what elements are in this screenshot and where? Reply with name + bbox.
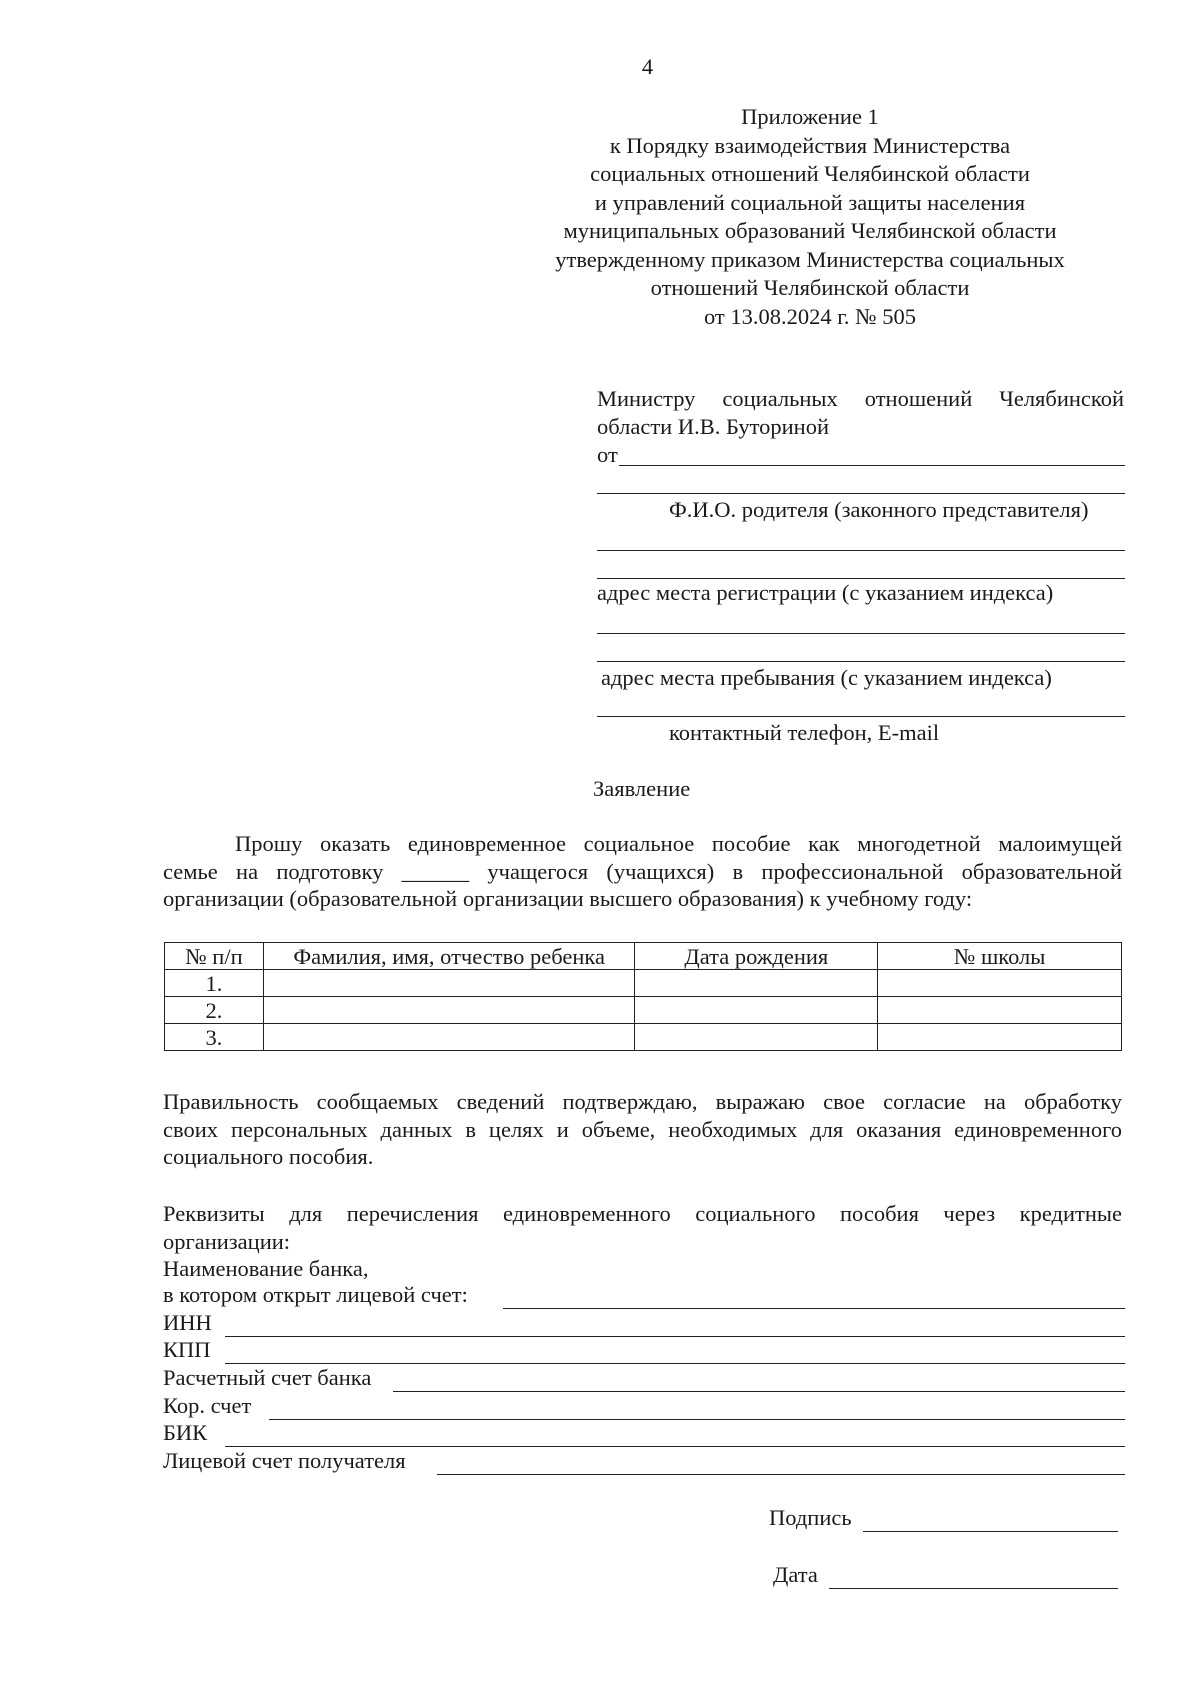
reg-address-field-line-1[interactable] bbox=[597, 550, 1125, 551]
statement-text bbox=[163, 830, 1122, 913]
kpp-field-line[interactable] bbox=[225, 1363, 1125, 1364]
bank-details bbox=[163, 1200, 1122, 1283]
reg-address-field-line-2[interactable] bbox=[597, 578, 1125, 579]
appendix-line: социальных отношений Челябинской области bbox=[590, 161, 1030, 186]
birth-date-cell[interactable] bbox=[635, 1024, 878, 1051]
child-name-cell[interactable] bbox=[263, 1024, 635, 1051]
contact-caption: контактный телефон, E-mail bbox=[669, 720, 940, 745]
inn-field-line[interactable] bbox=[225, 1336, 1125, 1337]
column-header: Дата рождения bbox=[635, 943, 878, 970]
statement-line: организации (образовательной организации высшего образования) к учебному году: bbox=[163, 886, 973, 911]
appendix-line: отношений Челябинской области bbox=[650, 275, 970, 300]
signature-label: Подпись bbox=[769, 1505, 852, 1530]
signature-field-line[interactable] bbox=[863, 1531, 1118, 1532]
settlement-account-field-line[interactable] bbox=[393, 1391, 1125, 1392]
reg-address-caption: адрес места регистрации (с указанием индекса) bbox=[597, 580, 1054, 605]
school-number-cell[interactable] bbox=[878, 1024, 1122, 1051]
from-field-line[interactable] bbox=[619, 465, 1125, 466]
stay-address-field-line-2[interactable] bbox=[597, 661, 1125, 662]
bik-field-line[interactable] bbox=[225, 1446, 1125, 1447]
children-table bbox=[164, 942, 1122, 1051]
child-name-cell[interactable] bbox=[263, 970, 635, 997]
stay-address-field-line-1[interactable] bbox=[597, 633, 1125, 634]
consent-text bbox=[163, 1088, 1122, 1171]
consent-line: Правильность сообщаемых сведений подтверждаю, выражаю свое согласие на обработку bbox=[163, 1089, 1122, 1114]
fio-caption: Ф.И.О. родителя (законного представителя) bbox=[669, 497, 1089, 522]
birth-date-cell[interactable] bbox=[635, 997, 878, 1024]
fio-field-line[interactable] bbox=[597, 493, 1125, 494]
bank-name-field-line[interactable] bbox=[503, 1308, 1125, 1309]
bank-name-label-2: в котором открыт лицевой счет: bbox=[163, 1282, 468, 1307]
addressee-line-2: области И.В. Буториной bbox=[597, 414, 829, 439]
corr-account-label: Кор. счет bbox=[163, 1393, 252, 1418]
table-row bbox=[165, 970, 1122, 997]
consent-line: социального пособия. bbox=[163, 1144, 374, 1169]
corr-account-field-line[interactable] bbox=[269, 1419, 1125, 1420]
school-number-cell[interactable] bbox=[878, 997, 1122, 1024]
statement-title: Заявление bbox=[593, 776, 691, 801]
date-field-line[interactable] bbox=[829, 1588, 1118, 1589]
row-number: 2. bbox=[165, 997, 264, 1024]
contact-field-line[interactable] bbox=[597, 716, 1125, 717]
stay-address-caption: адрес места пребывания (с указанием индекса) bbox=[601, 665, 1052, 690]
kpp-label: КПП bbox=[163, 1337, 211, 1362]
table-row bbox=[165, 997, 1122, 1024]
statement-line: Прошу оказать единовременное социальное пособие как многодетной малоимущей bbox=[235, 831, 1122, 856]
appendix-line: и управлений социальной защиты населения bbox=[594, 189, 1026, 215]
from-label: от bbox=[597, 442, 618, 467]
appendix-line: утвержденному приказом Министерства социальных bbox=[555, 246, 1065, 272]
bank-intro-line: Реквизиты для перечисления единовременного социального пособия через кредитные bbox=[163, 1201, 1122, 1226]
school-number-cell[interactable] bbox=[878, 970, 1122, 997]
page-number: 4 bbox=[641, 54, 654, 79]
personal-account-field-line[interactable] bbox=[437, 1474, 1125, 1475]
birth-date-cell[interactable] bbox=[635, 970, 878, 997]
table-header-row bbox=[165, 943, 1122, 970]
child-name-cell[interactable] bbox=[263, 997, 635, 1024]
bik-label: БИК bbox=[163, 1420, 208, 1445]
appendix-line: к Порядку взаимодействия Министерства bbox=[609, 132, 1011, 158]
column-header: № п/п bbox=[165, 943, 264, 970]
settlement-account-label: Расчетный счет банка bbox=[163, 1365, 372, 1390]
column-header: № школы bbox=[878, 943, 1122, 970]
consent-line: своих персональных данных в целях и объеме, необходимых для оказания единовременного bbox=[163, 1116, 1122, 1142]
row-number: 1. bbox=[165, 970, 264, 997]
bank-name-label: Наименование банка, bbox=[163, 1256, 369, 1281]
bank-intro-line: организации: bbox=[163, 1228, 291, 1254]
inn-label: ИНН bbox=[163, 1310, 212, 1335]
appendix-header bbox=[510, 103, 1110, 331]
statement-line: семье на подготовку ______ учащегося (учащихся) в профессиональной образовательной bbox=[163, 858, 1122, 884]
date-label: Дата bbox=[773, 1562, 818, 1587]
row-number: 3. bbox=[165, 1024, 264, 1051]
addressee-line-1: Министру социальных отношений Челябинской bbox=[597, 386, 1124, 411]
personal-account-label: Лицевой счет получателя bbox=[163, 1448, 406, 1473]
table-row bbox=[165, 1024, 1122, 1051]
appendix-line: муниципальных образований Челябинской области bbox=[563, 218, 1057, 243]
column-header: Фамилия, имя, отчество ребенка bbox=[263, 943, 635, 970]
appendix-line: Приложение 1 bbox=[741, 104, 879, 129]
appendix-line: от 13.08.2024 г. № 505 bbox=[703, 303, 917, 329]
